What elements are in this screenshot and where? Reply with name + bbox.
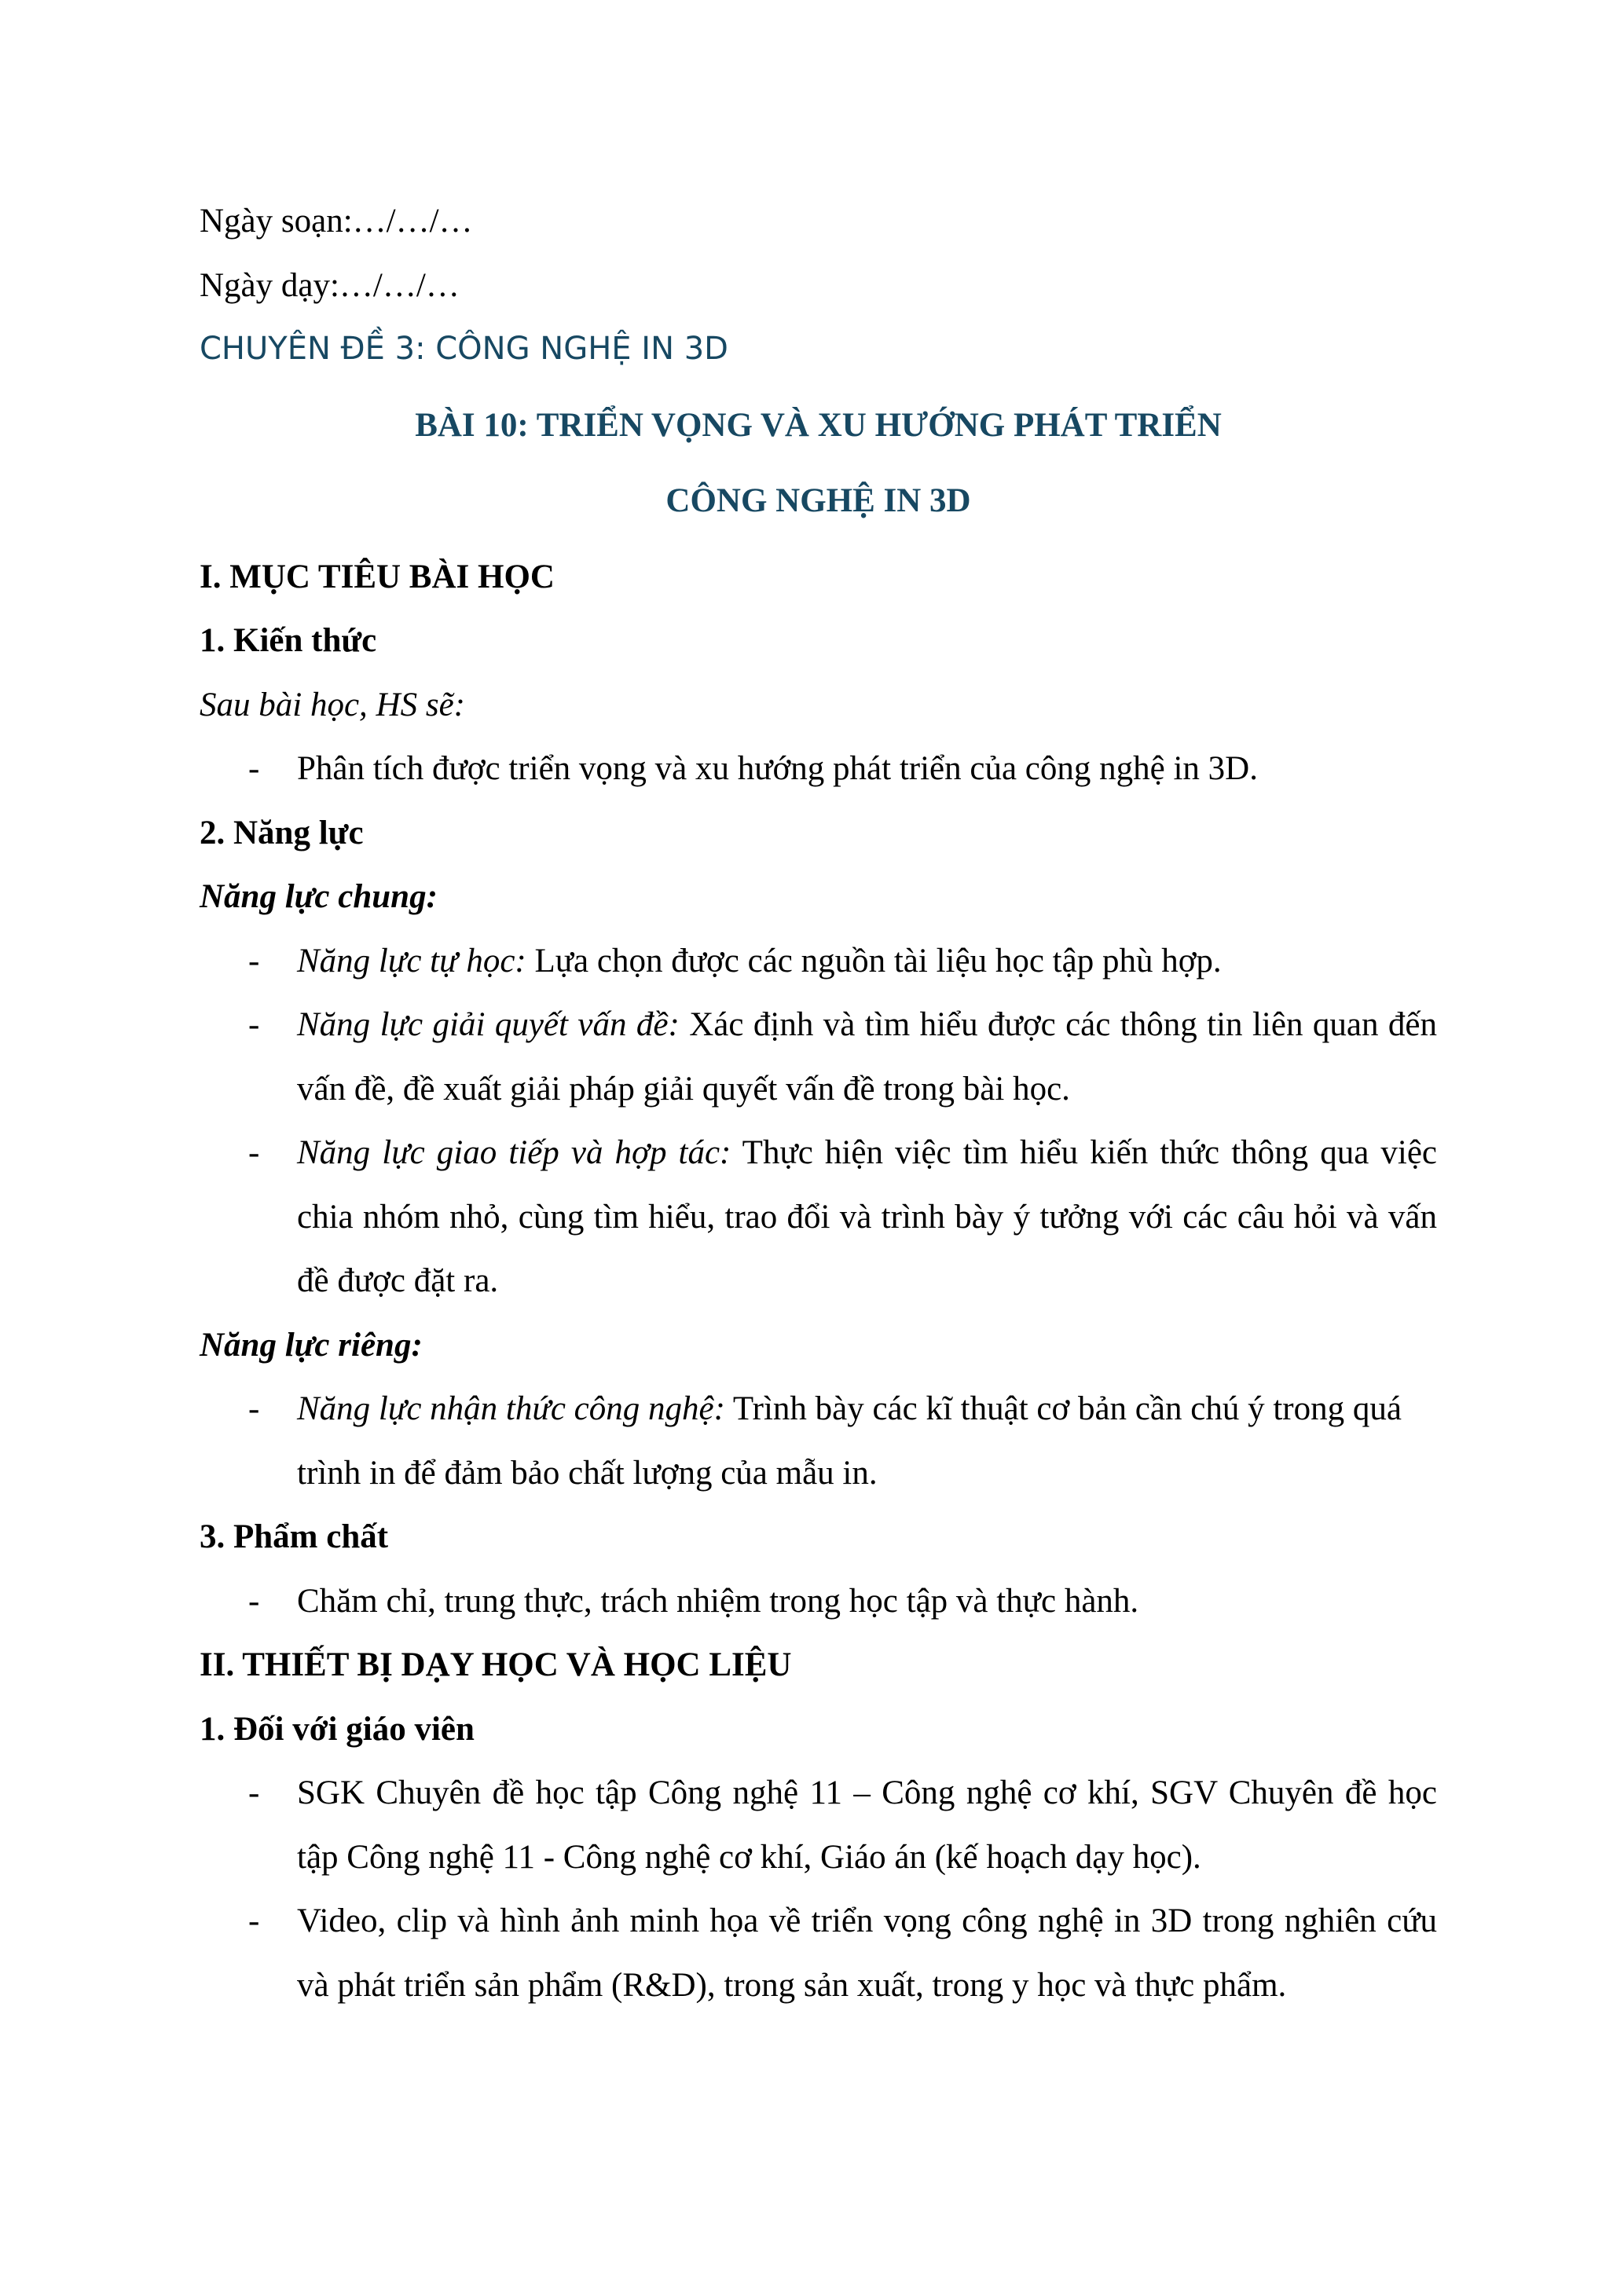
item-text: SGK Chuyên đề học tập Công nghệ 11 – Công nghệ cơ khí, SGV Chuyên đề học tập Công nghệ 11 - Công nghệ cơ khí, Giáo án (kế hoạch dạy học). bbox=[297, 1774, 1437, 1876]
nangluc-heading: 2. Năng lực bbox=[200, 814, 364, 851]
item-text: Phân tích được triển vọng và xu hướng phát triển của công nghệ in 3D. bbox=[297, 750, 1258, 787]
giaovien-heading: 1. Đối với giáo viên bbox=[200, 1710, 475, 1748]
item-label: Năng lực nhận thức công nghệ: bbox=[297, 1390, 725, 1427]
bullet-dash: - bbox=[248, 1006, 260, 1043]
list-item bbox=[200, 737, 1437, 801]
document-page bbox=[200, 189, 1437, 2017]
list-item bbox=[200, 1761, 1437, 1889]
list-item bbox=[200, 993, 1437, 1121]
list-item bbox=[200, 1377, 1437, 1505]
item-text: Thực hiện việc tìm hiểu kiến thức thông qua việc chia nhóm nhỏ, cùng tìm hiểu, trao đổi và trình bày ý tưởng với các câu hỏi và vấn đề được đặt ra. bbox=[297, 1134, 1437, 1299]
item-label: Năng lực tự học: bbox=[297, 942, 526, 980]
list-item bbox=[200, 929, 1437, 994]
bullet-dash: - bbox=[248, 942, 260, 980]
section2-heading: II. THIẾT BỊ DẠY HỌC VÀ HỌC LIỆU bbox=[200, 1646, 792, 1683]
lesson-title-line2: CÔNG NGHỆ IN 3D bbox=[665, 482, 971, 519]
nangluc-rieng-label: Năng lực riêng: bbox=[200, 1326, 423, 1364]
list-item bbox=[200, 1569, 1437, 1634]
item-label: Năng lực giao tiếp và hợp tác: bbox=[297, 1134, 731, 1171]
bullet-dash: - bbox=[248, 1390, 260, 1427]
item-text: Video, clip và hình ảnh minh họa về triển vọng công nghệ in 3D trong nghiên cứu và phát triển sản phẩm (R&D), trong sản xuất, trong y học và thực phẩm. bbox=[297, 1902, 1437, 2004]
ngay-day: Ngày dạy:…/…/… bbox=[200, 266, 460, 304]
bullet-dash: - bbox=[248, 1774, 260, 1811]
kienthuc-heading: 1. Kiến thức bbox=[200, 622, 377, 659]
kienthuc-intro: Sau bài học, HS sẽ: bbox=[200, 686, 465, 723]
item-text: Xác định và tìm hiểu được các thông tin liên quan đến vấn đề, đề xuất giải pháp giải quyết vấn đề trong bài học. bbox=[297, 1006, 1437, 1108]
item-text: Trình bày các kĩ thuật cơ bản cần chú ý trong quá trình in để đảm bảo chất lượng của mẫu in. bbox=[297, 1390, 1402, 1492]
list-item bbox=[200, 1121, 1437, 1313]
bullet-dash: - bbox=[248, 750, 260, 787]
lesson-title-line1: BÀI 10: TRIỂN VỌNG VÀ XU HƯỚNG PHÁT TRIỂN bbox=[415, 406, 1222, 444]
bullet-dash: - bbox=[248, 1134, 260, 1171]
nangluc-chung-label: Năng lực chung: bbox=[200, 878, 438, 915]
ngay-soan: Ngày soạn:…/…/… bbox=[200, 203, 473, 240]
bullet-dash: - bbox=[248, 1582, 260, 1620]
item-text: Lựa chọn được các nguồn tài liệu học tập phù hợp. bbox=[526, 942, 1222, 980]
item-label: Năng lực giải quyết vấn đề: bbox=[297, 1006, 680, 1043]
phamchat-heading: 3. Phẩm chất bbox=[200, 1518, 389, 1555]
list-item bbox=[200, 1889, 1437, 2017]
chuyen-de-heading: CHUYÊN ĐỀ 3: CÔNG NGHỆ IN 3D bbox=[200, 331, 728, 367]
bullet-dash: - bbox=[248, 1902, 260, 1939]
section1-heading: I. MỤC TIÊU BÀI HỌC bbox=[200, 558, 555, 595]
item-text: Chăm chỉ, trung thực, trách nhiệm trong học tập và thực hành. bbox=[297, 1582, 1139, 1620]
